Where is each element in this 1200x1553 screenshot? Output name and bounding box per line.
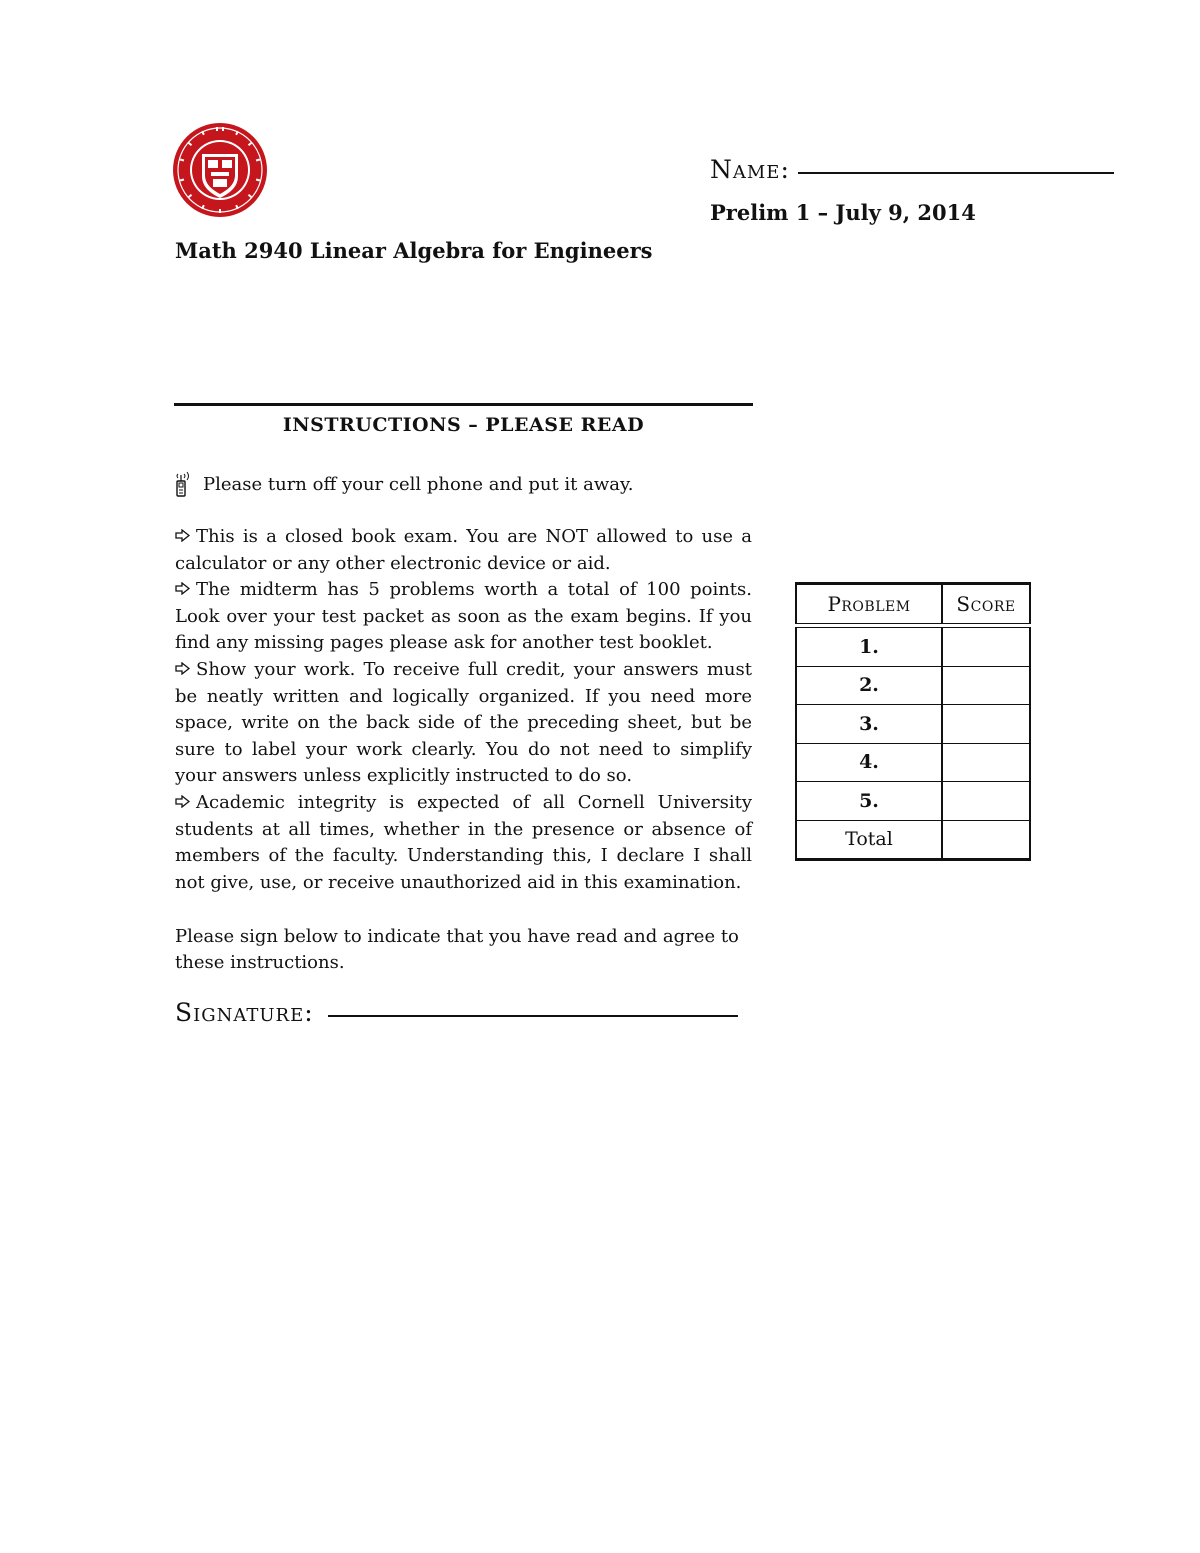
- sign-prompt: Please sign below to indicate that you have read and agree to these instructions.: [175, 926, 739, 973]
- score-row: [795, 705, 1031, 743]
- col-score-header: Score: [943, 585, 1031, 623]
- score-cell[interactable]: [943, 782, 1031, 820]
- prelim-title: Prelim 1 – July 9, 2014: [710, 200, 976, 225]
- score-cell[interactable]: [943, 628, 1031, 666]
- score-cell[interactable]: [943, 744, 1031, 782]
- signature-field[interactable]: [175, 998, 738, 1027]
- name-label: Name:: [710, 155, 790, 184]
- total-score-cell[interactable]: [943, 821, 1031, 859]
- score-cell[interactable]: [943, 667, 1031, 705]
- problem-number: 5.: [795, 782, 943, 820]
- col-problem-header: Problem: [795, 585, 943, 623]
- cornell-seal-logo: [172, 122, 268, 218]
- arrow-right-icon: [175, 529, 190, 542]
- score-row: [795, 628, 1031, 666]
- instruction-item: This is a closed book exam. You are NOT allowed to use a calculator or any other electronic device or aid.: [175, 526, 752, 574]
- total-label: Total: [795, 821, 943, 859]
- problem-number: 1.: [795, 628, 943, 666]
- name-field[interactable]: [710, 155, 1114, 184]
- instructions-title: INSTRUCTIONS – PLEASE READ: [282, 414, 645, 436]
- problem-number: 2.: [795, 667, 943, 705]
- instruction-item: Show your work. To receive full credit, your answers must be neatly written and logically organized. If you need more space, write on the back side of the preceding sheet, but be sure to label your work clearly. You do not need to simplify your answers unless explicitly instructed to do so.: [175, 658, 752, 787]
- score-table: [795, 582, 1031, 861]
- instruction-item: Academic integrity is expected of all Cornell University students at all times, whether in the presence or absence of members of the faculty. Understanding this, I declare I shall not give, use, or receive unauthorized aid in this examination.: [175, 791, 752, 893]
- arrow-right-icon: [175, 662, 190, 675]
- problem-number: 4.: [795, 744, 943, 782]
- score-cell[interactable]: [943, 705, 1031, 743]
- phone-notice-text: Please turn off your cell phone and put it away.: [203, 473, 634, 495]
- signature-line[interactable]: [328, 1015, 738, 1017]
- instructions-divider: [174, 403, 753, 406]
- phone-notice: [175, 470, 634, 498]
- score-row: [795, 744, 1031, 782]
- arrow-right-icon: [175, 582, 190, 595]
- cell-phone-icon: [175, 470, 195, 498]
- arrow-right-icon: [175, 795, 190, 808]
- score-row: [795, 667, 1031, 705]
- score-table-header: [795, 585, 1031, 623]
- score-row: [795, 782, 1031, 820]
- name-line[interactable]: [798, 172, 1114, 174]
- course-title: Math 2940 Linear Algebra for Engineers: [175, 238, 653, 263]
- problem-number: 3.: [795, 705, 943, 743]
- instructions-list: [175, 524, 752, 896]
- instruction-item: The midterm has 5 problems worth a total of 100 points. Look over your test packet as soon as the exam begins. If you find any missing pages please ask for another test booklet.: [175, 579, 752, 654]
- score-row-total: [795, 821, 1031, 859]
- signature-label: Signature:: [175, 998, 314, 1027]
